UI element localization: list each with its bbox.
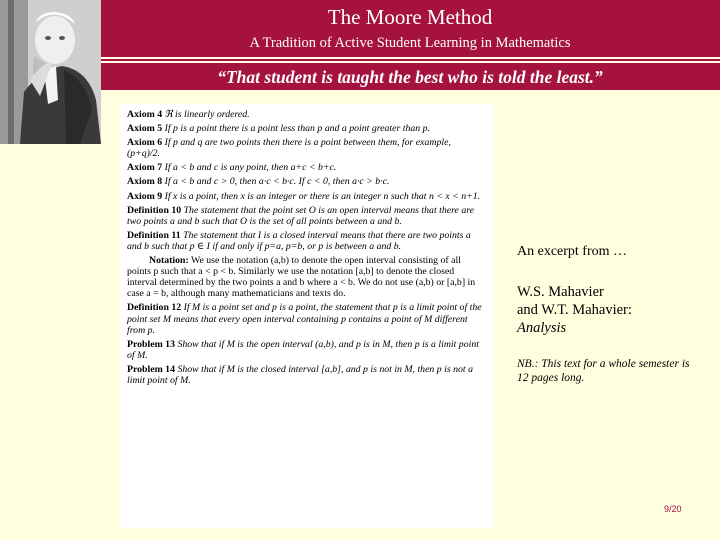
excerpt-entry: Problem 14 Show that if M is the closed interval [a,b], and p is not in M, then p is not a limit point of M. [127,363,473,386]
excerpt-entry: Definition 12 If M is a point set and p is a point, the statement that p is a limit point of the point set M means that every open interval containing p contains a point of M different from p. [127,302,482,336]
book-excerpt [120,104,493,528]
excerpt-entry: Axiom 4 ℜ is linearly ordered. [127,109,250,120]
excerpt-entry: Axiom 6 If p and q are two points then there is a point between them, for example, (p+q)/2. [127,137,451,160]
page-number: 9/20 [664,504,682,514]
slide-subtitle: A Tradition of Active Student Learning in Mathematics [249,35,571,51]
excerpt-entry: Axiom 8 If a < b and c > 0, then a·c < b·c. If c < 0, then a·c > b·c. [127,176,390,188]
slide-title: The Moore Method [327,5,493,29]
footnote: NB.: This text for a whole semester is 12 pages long. [517,358,690,384]
portrait-photo [0,0,101,144]
book-citation [517,283,632,337]
excerpt-notation: Notation: We use the notation (a,b) to denote the open interval consisting of all points p such that a < p < b. Similarly we use the notation [a,b] to denote the closed interval determined by the two points a and b where a < b. We do not use (a,b) or [a,b] in case a = b, although many mathematicians and texts do. [127,255,476,300]
quote-text: “That student is taught the best who is told the least.” [217,67,603,87]
excerpt-caption: An excerpt from … [517,244,628,259]
authors-line: W.S. Mahavier [517,284,604,300]
excerpt-entry: Axiom 9 If x is a point, then x is an integer or there is an integer n such that n < x < n+1. [127,190,481,202]
excerpt-entry: Definition 11 The statement that I is a closed interval means that there are two points a and b such that p ∈ I if and only if p=a, p=b, or p is between a and b. [127,229,471,252]
excerpt-entry: Axiom 7 If a < b and c is any point, then a+c < b+c. [127,162,337,174]
divider [100,59,720,61]
excerpt-entry: Axiom 5 If p is a point there is a point less than p and a point greater than p. [127,123,430,135]
authors-line: and W.T. Mahavier: [517,302,632,318]
excerpt-entry: Problem 13 Show that if M is the open interval (a,b), and p is in M, then p is a limit point of M. [127,338,479,361]
excerpt-entry: Definition 10 The statement that the point set O is an open interval means that there are two points a and b such that O is the set of all points between a and b. [127,204,475,227]
book-title: Analysis [517,320,567,336]
